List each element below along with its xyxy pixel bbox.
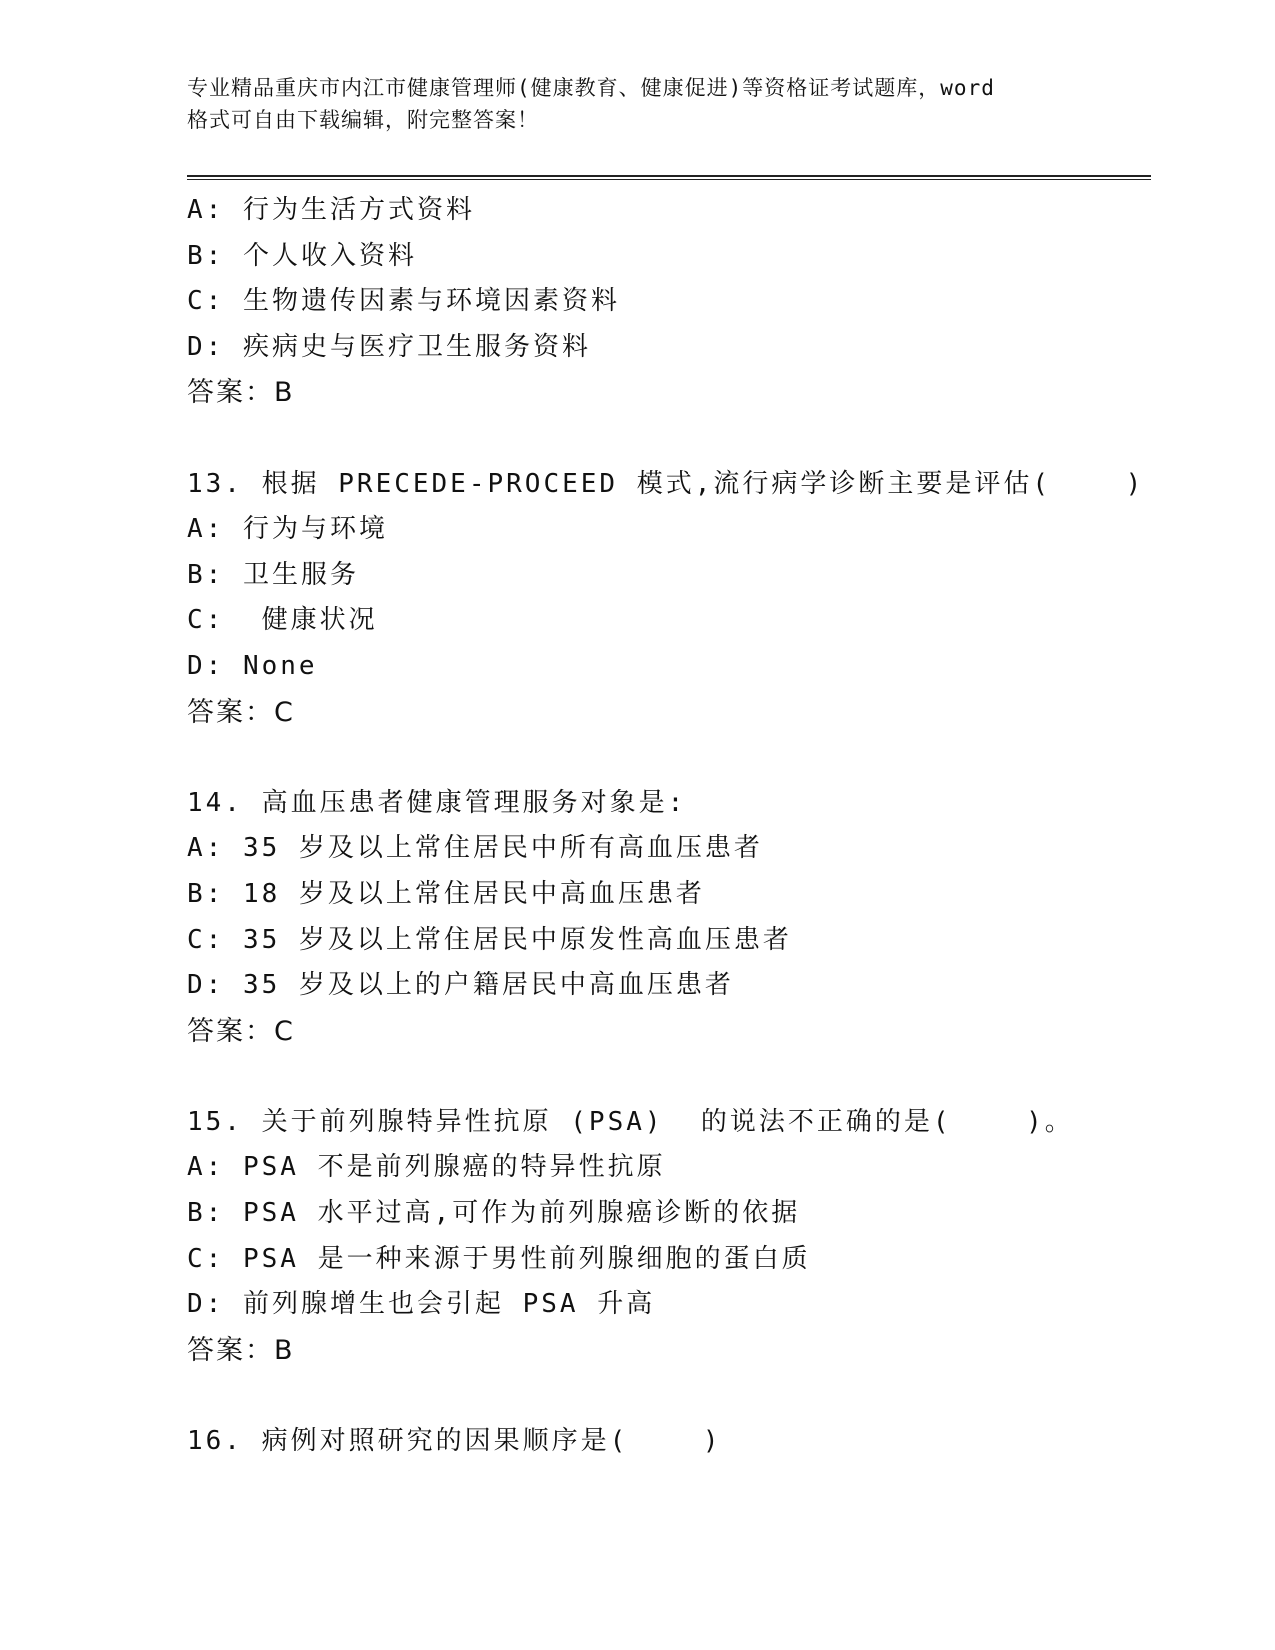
- answer: 答案：C: [187, 696, 295, 728]
- question-stem: 15. 关于前列腺特异性抗原 (PSA) 的说法不正确的是( )。: [187, 1106, 1074, 1137]
- header-line-2: 格式可自由下载编辑，附完整答案！: [187, 108, 539, 132]
- option-b: B: 18 岁及以上常住居民中高血压患者: [187, 878, 705, 909]
- question-list: [187, 188, 1147, 1465]
- question-15: [187, 1100, 1147, 1374]
- spacer: [187, 416, 1147, 462]
- spacer: [187, 735, 1147, 781]
- question-12: [187, 188, 1147, 416]
- answer: 答案：C: [187, 1015, 295, 1047]
- answer: 答案：B: [187, 1334, 295, 1366]
- option-a: A: 行为与环境: [187, 514, 388, 545]
- document-header: [187, 72, 1087, 136]
- option-c: C: PSA 是一种来源于男性前列腺细胞的蛋白质: [187, 1243, 811, 1274]
- header-divider: [187, 175, 1151, 180]
- option-d: D: 疾病史与医疗卫生服务资料: [187, 331, 591, 362]
- option-a: A: PSA 不是前列腺癌的特异性抗原: [187, 1152, 666, 1183]
- option-d: D: None: [187, 650, 318, 681]
- spacer: [187, 1054, 1147, 1100]
- option-b: B: 个人收入资料: [187, 240, 417, 271]
- header-line-1: 专业精品重庆市内江市健康管理师(健康教育、健康促进)等资格证考试题库，word: [187, 76, 995, 100]
- question-stem: 13. 根据 PRECEDE-PROCEED 模式,流行病学诊断主要是评估( ): [187, 468, 1145, 499]
- option-b: B: 卫生服务: [187, 559, 359, 590]
- answer: 答案：B: [187, 377, 295, 409]
- option-c: C: 35 岁及以上常住居民中原发性高血压患者: [187, 924, 792, 955]
- option-d: D: 35 岁及以上的户籍居民中高血压患者: [187, 970, 734, 1001]
- question-14: [187, 781, 1147, 1055]
- option-a: A: 35 岁及以上常住居民中所有高血压患者: [187, 833, 763, 864]
- spacer: [187, 1373, 1147, 1419]
- option-d: D: 前列腺增生也会引起 PSA 升高: [187, 1289, 656, 1320]
- option-c: C: 健康状况: [187, 605, 378, 636]
- question-stem: 16. 病例对照研究的因果顺序是( ): [187, 1426, 722, 1457]
- option-b: B: PSA 水平过高,可作为前列腺癌诊断的依据: [187, 1198, 801, 1229]
- option-a: A: 行为生活方式资料: [187, 195, 475, 225]
- option-c: C: 生物遗传因素与环境因素资料: [187, 286, 620, 317]
- question-stem: 14. 高血压患者健康管理服务对象是:: [187, 787, 687, 818]
- question-16: [187, 1419, 1147, 1465]
- question-13: [187, 462, 1147, 736]
